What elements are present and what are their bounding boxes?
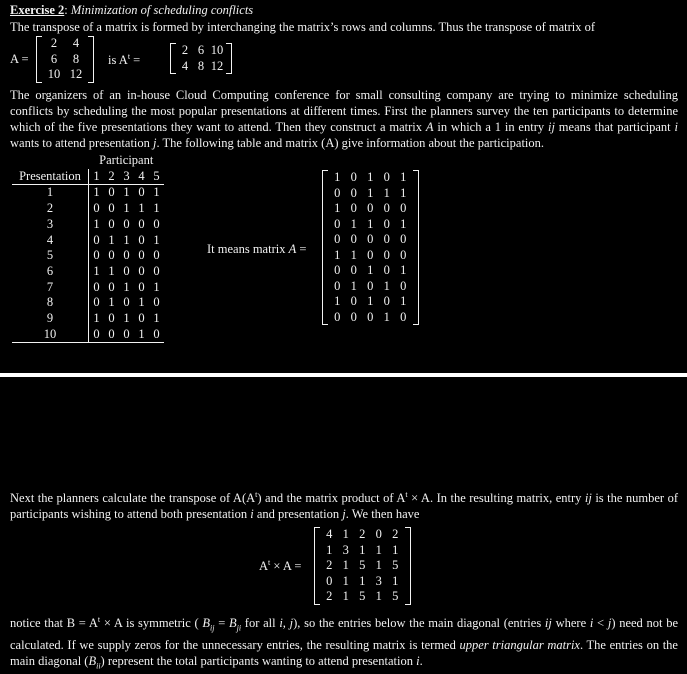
- notice-paragraph-segment: . The entries on the main diagonal (: [10, 637, 678, 668]
- notice-paragraph-segment: B: [229, 616, 237, 631]
- matrix-cell: 1: [400, 294, 407, 308]
- matrix-cell: 0: [334, 278, 341, 293]
- notice-paragraph-segment: where: [551, 616, 590, 631]
- notice-paragraph-segment: i, j: [279, 616, 294, 631]
- matrix-a-label-prefix: It means matrix: [207, 242, 289, 256]
- matrix-cell: 1: [400, 170, 407, 184]
- organizers-paragraph-segment: . The following table and matrix (A) give information about the participation.: [156, 136, 545, 150]
- matrix-cell: 0: [334, 309, 341, 324]
- matrix-cell: 1: [359, 542, 366, 557]
- organizers-paragraph-segment: ij: [547, 120, 555, 134]
- participant-column-header: 4: [134, 169, 149, 185]
- participant-column-header: 3: [119, 169, 134, 185]
- matrix-cell: 0: [400, 247, 407, 262]
- matrix-cell: 0: [350, 185, 357, 200]
- table-row: [12, 311, 164, 327]
- matrix-a-example-label: A =: [10, 52, 29, 66]
- table-cell: 0: [153, 295, 160, 310]
- matrix-row: [329, 186, 412, 202]
- matrix-cell: 0: [367, 278, 374, 293]
- matrix-cell: 8: [72, 51, 80, 66]
- presentation-label: 8: [12, 295, 89, 311]
- table-row: [12, 248, 164, 264]
- notice-paragraph-segment: ), so the entries below the main diagonal (entries: [293, 616, 545, 631]
- notice-paragraph-segment: i: [589, 616, 594, 631]
- matrix-cell: 1: [383, 309, 390, 324]
- notice-paragraph-segment: ji: [236, 623, 242, 633]
- matrix-row: [43, 67, 87, 83]
- table-cell: 0: [123, 248, 130, 263]
- table-row: [12, 201, 164, 217]
- organizers-paragraph-segment: The organizers of an in-house Cloud Computing conference for small consulting company are trying to minimize scheduling conflicts by scheduling the most popular presentations at different times. First the planners survey the ten participants to determine which of the five presentations they want to attend. Then they construct a matrix: [10, 88, 678, 134]
- table-cell: 0: [93, 295, 100, 310]
- matrix-b-label-a: A: [259, 559, 269, 574]
- table-row: [12, 233, 164, 249]
- matrix-row: [321, 589, 404, 605]
- matrix-cell: 1: [400, 216, 407, 231]
- table-cell: 1: [138, 201, 145, 216]
- table-row: [12, 280, 164, 296]
- table-cell: 1: [123, 201, 130, 216]
- matrix-cell: 1: [342, 558, 349, 572]
- notice-paragraph-segment: ij: [544, 616, 552, 631]
- presentation-label: 5: [12, 248, 89, 264]
- table-cell: 1: [108, 263, 115, 278]
- table-cell: 1: [138, 295, 145, 310]
- matrix-cell: 0: [350, 201, 357, 215]
- matrix-cell: 1: [367, 185, 374, 200]
- matrix-cell: 0: [367, 201, 374, 215]
- notice-paragraph-segment: upper triangular matrix: [459, 637, 580, 652]
- exercise-colon: :: [64, 3, 68, 17]
- matrix-row: [177, 59, 225, 75]
- table-cell: 1: [123, 311, 130, 326]
- matrix-cell: 1: [334, 201, 341, 215]
- matrix-cell: 2: [326, 589, 333, 603]
- participant-column-header: 5: [149, 169, 164, 185]
- table-cell: 0: [149, 327, 164, 343]
- next-paragraph: [10, 487, 678, 522]
- matrix-cell: 4: [72, 36, 80, 50]
- matrix-cell: 1: [392, 573, 399, 588]
- notice-paragraph-segment: ) represent the total participants wanting to attend presentation: [100, 653, 417, 668]
- matrix-cell: 0: [334, 232, 341, 246]
- notice-paragraph-segment: ij: [210, 623, 215, 633]
- organizers-paragraph-segment: j: [153, 136, 157, 150]
- notice-paragraph-segment: =: [214, 616, 229, 631]
- matrix-a: [322, 170, 419, 325]
- table-cell: 0: [138, 279, 145, 294]
- table-cell: 0: [123, 295, 130, 310]
- matrix-cell: 2: [392, 527, 399, 541]
- presentation-column-header: Presentation: [12, 169, 89, 185]
- matrix-cell: 1: [400, 263, 407, 277]
- matrix-row: [329, 310, 412, 326]
- matrix-b-label-sup: t: [268, 558, 271, 567]
- table-cell: 1: [134, 327, 149, 343]
- matrix-a-example: [36, 36, 94, 83]
- notice-paragraph-segment: B: [88, 653, 97, 668]
- matrix-cell: 2: [50, 36, 58, 50]
- notice-paragraph-segment: notice that B = A: [10, 616, 98, 631]
- table-cell: 0: [123, 216, 130, 231]
- table-cell: 0: [153, 263, 160, 278]
- next-paragraph-segment: i: [250, 507, 254, 522]
- table-cell: 0: [138, 263, 145, 278]
- matrix-cell: 3: [342, 542, 349, 557]
- matrix-row: [329, 232, 412, 248]
- table-cell: 0: [108, 216, 115, 231]
- matrix-row: [321, 543, 404, 559]
- matrix-b-label: [259, 558, 301, 574]
- presentation-label: 2: [12, 201, 89, 217]
- matrix-b-label-rest: × A =: [270, 559, 302, 574]
- matrix-cell: 0: [383, 170, 390, 184]
- matrix-cell: 5: [359, 558, 366, 572]
- transpose-sup: t: [127, 52, 131, 61]
- table-cell: 0: [89, 327, 105, 343]
- matrix-cell: 0: [383, 294, 390, 308]
- table-cell: 1: [108, 295, 115, 310]
- organizers-paragraph-segment: A: [425, 120, 434, 134]
- table-cell: 0: [108, 311, 115, 326]
- matrix-cell: 1: [342, 589, 349, 603]
- matrix-cell: 10: [47, 67, 61, 81]
- table-cell: 1: [153, 232, 160, 247]
- matrix-cell: 5: [392, 558, 399, 572]
- matrix-cell: 0: [400, 278, 407, 293]
- presentation-label: 9: [12, 311, 89, 327]
- table-cell: 0: [153, 248, 160, 263]
- table-row: [12, 264, 164, 280]
- matrix-cell: 6: [50, 51, 58, 66]
- notice-paragraph-segment: for all: [241, 616, 280, 631]
- table-cell: 0: [93, 232, 100, 247]
- matrix-cell: 1: [326, 542, 333, 557]
- organizers-paragraph-segment: in which a 1 in entry: [433, 120, 548, 134]
- matrix-a-label-eq: =: [296, 242, 307, 256]
- notice-paragraph-segment: t: [97, 615, 101, 624]
- next-paragraph-segment: j: [342, 507, 346, 522]
- matrix-cell: 1: [375, 558, 382, 572]
- table-cell: 0: [138, 232, 145, 247]
- matrix-cell: 0: [375, 527, 382, 541]
- next-paragraph-segment: ) and the matrix product of A: [257, 491, 406, 506]
- matrix-cell: 1: [383, 185, 390, 200]
- organizers-paragraph: [10, 87, 678, 151]
- matrix-cell: 1: [367, 263, 374, 277]
- matrix-cell: 0: [383, 263, 390, 277]
- table-cell: 1: [153, 201, 160, 216]
- matrix-cell: 1: [375, 542, 382, 557]
- right-bracket: [413, 170, 419, 325]
- participant-column-header: 2: [104, 169, 119, 185]
- matrix-cell: 2: [181, 43, 189, 57]
- table-cell: 0: [93, 201, 100, 216]
- matrix-cell: 0: [350, 263, 357, 277]
- notice-paragraph-segment: i: [416, 653, 420, 668]
- table-cell: 0: [108, 185, 115, 200]
- presentation-label: 7: [12, 280, 89, 296]
- matrix-cell: 2: [326, 558, 333, 572]
- table-cell: 1: [108, 232, 115, 247]
- next-paragraph-segment: Next the planners calculate the transpose of A(A: [10, 491, 256, 506]
- table-cell: 0: [138, 248, 145, 263]
- notice-paragraph-segment: <: [593, 616, 608, 631]
- table-cell: 1: [123, 279, 130, 294]
- table-row: [12, 185, 164, 201]
- table-cell: 0: [93, 248, 100, 263]
- presentation-label: 4: [12, 233, 89, 249]
- matrix-cell: 1: [367, 170, 374, 184]
- matrix-cell: 10: [210, 43, 224, 57]
- left-bracket: [322, 170, 328, 325]
- matrix-cell: 6: [197, 43, 205, 57]
- participation-table: [12, 153, 164, 343]
- organizers-paragraph-segment: i: [674, 120, 678, 134]
- panel-divider: [0, 373, 687, 377]
- right-bracket: [226, 43, 232, 74]
- table-cell: 1: [93, 216, 100, 231]
- matrix-cell: 1: [359, 573, 366, 588]
- participant-column-header: 1: [89, 169, 105, 185]
- matrix-cell: 0: [334, 263, 341, 277]
- matrix-cell: 0: [367, 309, 374, 324]
- matrix-cell: 0: [383, 201, 390, 215]
- intro-text: The transpose of a matrix is formed by interchanging the matrix’s rows and columns. Thus the transpose of matrix of: [10, 20, 596, 34]
- matrix-cell: 5: [392, 589, 399, 603]
- participant-group-header: Participant: [99, 153, 154, 167]
- next-paragraph-segment: t: [255, 490, 258, 499]
- matrix-at-example: [170, 43, 232, 74]
- matrix-cell: 0: [350, 170, 357, 184]
- matrix-row: [329, 217, 412, 233]
- matrix-cell: 0: [367, 232, 374, 246]
- table-cell: 1: [153, 311, 160, 326]
- matrix-cell: 0: [367, 247, 374, 262]
- table-cell: 0: [138, 216, 145, 231]
- table-cell: 1: [123, 232, 130, 247]
- table-cell: 1: [153, 279, 160, 294]
- matrix-cell: 0: [334, 185, 341, 200]
- is-a-text: is A: [108, 53, 128, 68]
- table-row: [12, 217, 164, 233]
- table-row: [12, 327, 164, 343]
- exercise-label: Exercise 2: [10, 3, 65, 17]
- matrix-cell: 4: [326, 527, 333, 541]
- table-cell: 0: [93, 279, 100, 294]
- matrix-cell: 0: [334, 216, 341, 231]
- presentation-label: 3: [12, 217, 89, 233]
- matrix-row: [43, 36, 87, 52]
- matrix-row: [329, 201, 412, 217]
- table-cell: 0: [108, 279, 115, 294]
- organizers-paragraph-segment: means that participant: [554, 120, 675, 134]
- table-cell: 0: [108, 248, 115, 263]
- exercise-heading: [10, 3, 253, 18]
- matrix-cell: 1: [334, 294, 341, 308]
- right-bracket: [405, 527, 411, 605]
- matrix-row: [321, 558, 404, 574]
- matrix-cell: 1: [367, 216, 374, 231]
- next-paragraph-segment: t: [405, 490, 408, 499]
- left-bracket: [170, 43, 176, 74]
- matrix-cell: 12: [69, 67, 83, 81]
- matrix-cell: 1: [342, 573, 349, 588]
- table-cell: 1: [93, 311, 100, 326]
- matrix-cell: 0: [400, 201, 407, 215]
- matrix-cell: 1: [334, 247, 341, 262]
- notice-paragraph-segment: × A is symmetric (: [100, 616, 203, 631]
- table-cell: 1: [93, 185, 100, 200]
- presentation-label: 10: [12, 327, 89, 343]
- matrix-cell: 1: [392, 542, 399, 557]
- next-paragraph-segment: and presentation: [253, 507, 343, 522]
- matrix-cell: 0: [400, 309, 407, 324]
- organizers-paragraph-segment: wants to attend presentation: [10, 136, 154, 150]
- matrix-cell: 5: [359, 589, 366, 603]
- matrix-a-label: [207, 242, 306, 257]
- table-cell: 0: [138, 311, 145, 326]
- matrix-cell: 1: [350, 247, 357, 262]
- next-paragraph-segment: is the number of participants wishing to attend both presentation: [10, 491, 678, 522]
- next-paragraph-segment: × A. In the resulting matrix, entry: [407, 491, 585, 506]
- matrix-cell: 1: [375, 589, 382, 603]
- matrix-cell: 0: [383, 232, 390, 246]
- matrix-row: [43, 52, 87, 68]
- matrix-cell: 1: [400, 185, 407, 200]
- matrix-row: [329, 279, 412, 295]
- matrix-row: [177, 43, 225, 59]
- notice-paragraph-segment: j: [607, 616, 612, 631]
- next-paragraph-segment: . We then have: [345, 507, 420, 522]
- presentation-label: 6: [12, 264, 89, 280]
- table-cell: 0: [108, 201, 115, 216]
- matrix-cell: 3: [375, 573, 382, 588]
- matrix-row: [321, 574, 404, 590]
- matrix-cell: 0: [383, 216, 390, 231]
- equals-sign: =: [133, 53, 141, 68]
- notice-paragraph-segment: ii: [96, 661, 101, 671]
- table-cell: 0: [119, 327, 134, 343]
- matrix-cell: 0: [350, 232, 357, 246]
- matrix-b: [314, 527, 411, 605]
- matrix-row: [329, 294, 412, 310]
- table-cell: 0: [104, 327, 119, 343]
- matrix-row: [329, 170, 412, 186]
- left-bracket: [314, 527, 320, 605]
- matrix-cell: 2: [359, 527, 366, 541]
- matrix-cell: 1: [350, 278, 357, 293]
- matrix-cell: 0: [350, 294, 357, 308]
- table-row: [12, 295, 164, 311]
- notice-paragraph-segment: B: [202, 616, 211, 631]
- left-bracket: [36, 36, 42, 83]
- presentation-label: 1: [12, 185, 89, 201]
- transpose-label: [108, 52, 140, 68]
- matrix-cell: 1: [334, 170, 341, 184]
- notice-paragraph-segment: .: [419, 653, 423, 668]
- table-cell: 0: [123, 263, 130, 278]
- table-cell: 1: [123, 185, 130, 200]
- matrix-cell: 12: [210, 58, 224, 73]
- matrix-cell: 0: [383, 247, 390, 262]
- matrix-cell: 1: [383, 278, 390, 293]
- matrix-cell: 8: [197, 58, 205, 73]
- table-cell: 1: [93, 263, 100, 278]
- matrix-cell: 1: [367, 294, 374, 308]
- exercise-title: Minimization of scheduling conflicts: [70, 3, 254, 17]
- group-header-spacer: [12, 153, 89, 169]
- matrix-a-label-var: A: [288, 242, 297, 256]
- table-cell: 0: [153, 216, 160, 231]
- matrix-cell: 4: [181, 58, 189, 73]
- matrix-cell: 1: [350, 216, 357, 231]
- notice-paragraph-segment: ) need not be calculated. If we supply zeros for the unnecessary entries, the resulting matrix is termed: [10, 616, 679, 652]
- table-cell: 0: [138, 185, 145, 200]
- right-bracket: [88, 36, 94, 83]
- table-cell: 1: [153, 185, 160, 200]
- matrix-cell: 0: [400, 232, 407, 246]
- matrix-row: [329, 263, 412, 279]
- matrix-row: [329, 248, 412, 264]
- next-paragraph-segment: ij: [584, 491, 592, 506]
- matrix-cell: 0: [326, 573, 333, 588]
- matrix-cell: 0: [350, 309, 357, 324]
- matrix-cell: 1: [342, 527, 349, 541]
- matrix-row: [321, 527, 404, 543]
